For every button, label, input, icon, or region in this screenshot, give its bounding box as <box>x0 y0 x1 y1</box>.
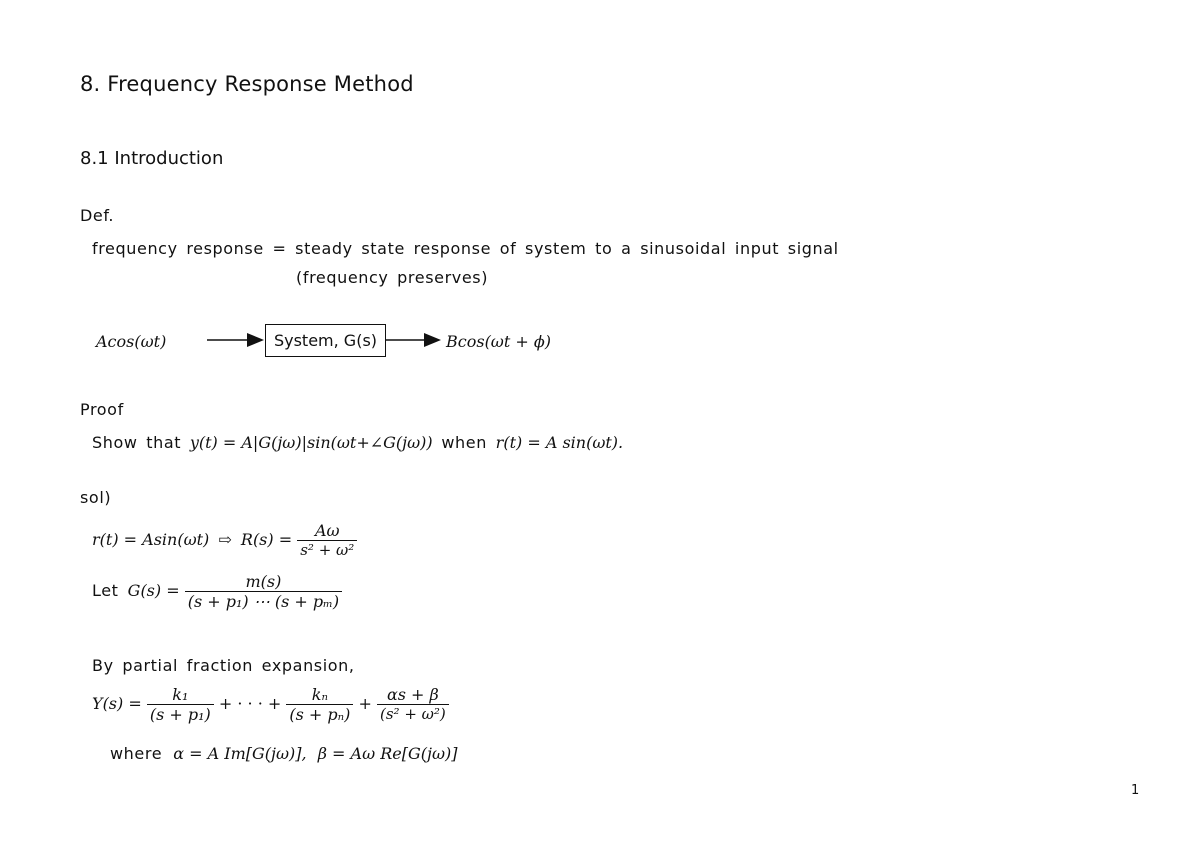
page-number: 1 <box>1131 783 1140 798</box>
output-arrow <box>386 332 442 348</box>
section-heading: 8.1 Introduction <box>80 148 224 169</box>
ys-dots: + · · · + <box>218 694 282 713</box>
where-line <box>110 744 457 763</box>
ys-term-2-denominator: (s + pₙ) <box>289 705 351 724</box>
def-label: Def. <box>80 206 115 225</box>
where-alpha: α = A Im[G(jω)], <box>173 744 307 763</box>
let-denominator: (s + p₁) ⋯ (s + pₘ) <box>187 592 340 611</box>
where-label: where <box>110 744 163 763</box>
proof-yt-expression: y(t) = A|G(jω)|sin(ωt+∠G(jω)) <box>189 433 433 452</box>
where-beta: β = Aω Re[G(jω)] <box>317 744 458 763</box>
ys-term-1 <box>147 685 214 724</box>
proof-when-text: when <box>441 433 487 452</box>
ys-term-2-numerator: kₙ <box>286 685 353 705</box>
proof-show-text: Show that <box>92 433 182 452</box>
ys-term-1-numerator: k₁ <box>147 685 214 705</box>
let-label: Let <box>92 581 119 600</box>
pfe-label: By partial fraction expansion, <box>92 656 355 675</box>
ys-term-3-denominator: (s² + ω²) <box>379 705 446 723</box>
ys-term-3 <box>377 685 449 724</box>
def-line-2: (frequency preserves) <box>296 268 489 287</box>
sol-label: sol) <box>80 488 112 507</box>
equation-ys <box>92 685 449 724</box>
ys-term-2 <box>286 685 353 724</box>
system-box: System, G(s) <box>265 324 386 357</box>
let-gs: G(s) = <box>127 581 180 600</box>
def-line-1: frequency response = steady state response of system to a sinusoidal input signal <box>92 239 839 258</box>
eq1-denominator: s² + ω² <box>300 541 355 559</box>
eq1-rs: R(s) = <box>240 530 293 549</box>
equation-let-gs <box>92 572 342 611</box>
proof-statement <box>92 433 623 452</box>
equation-rt-rs <box>92 521 357 560</box>
eq1-numerator: Aω <box>297 521 357 541</box>
page-title: 8. Frequency Response Method <box>80 72 414 96</box>
eq1-lhs: r(t) = Asin(ωt) <box>92 530 210 549</box>
ys-plus: + <box>358 694 372 713</box>
implies-arrow: ⇨ <box>218 530 232 549</box>
eq1-fraction <box>297 521 357 560</box>
input-arrow <box>207 332 265 348</box>
ys-lhs: Y(s) = <box>92 694 142 713</box>
diagram-output-signal: Bcos(ωt + ϕ) <box>446 332 552 351</box>
let-fraction <box>185 572 342 611</box>
proof-label: Proof <box>80 400 124 419</box>
proof-rt-expression: r(t) = A sin(ωt). <box>495 433 624 452</box>
ys-term-1-denominator: (s + p₁) <box>149 705 211 724</box>
let-numerator: m(s) <box>185 572 342 592</box>
ys-term-3-numerator: αs + β <box>377 685 449 705</box>
diagram-input-signal: Acos(ωt) <box>96 332 167 351</box>
